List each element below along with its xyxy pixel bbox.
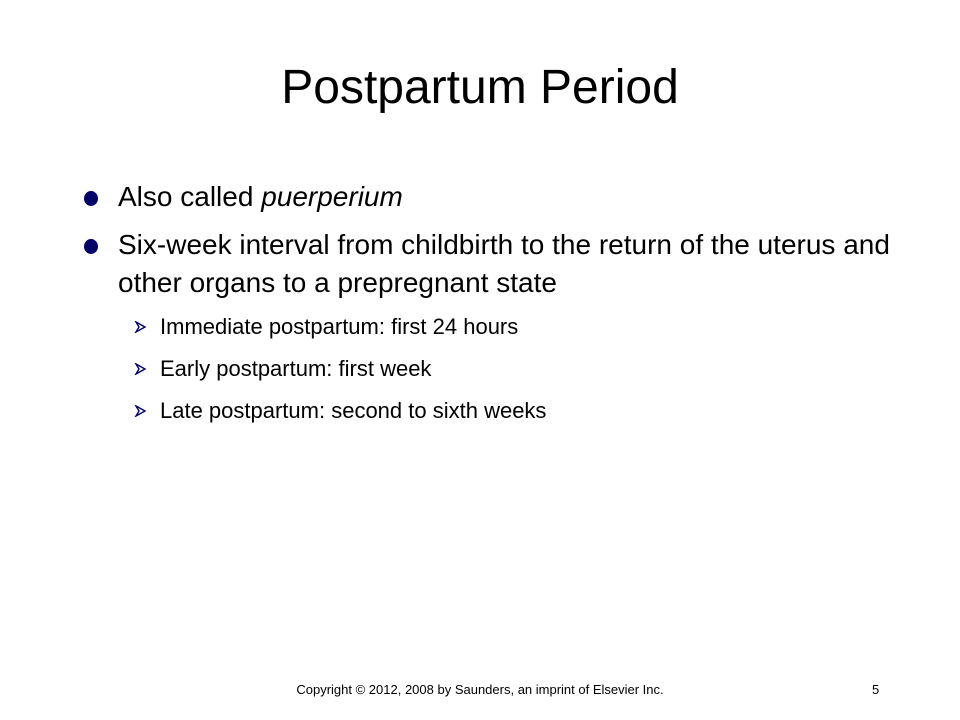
sub-bullet-item (78, 312, 898, 342)
bullet-text-italic: puerperium (261, 181, 403, 212)
arrowhead-bullet-icon (134, 405, 146, 417)
bullet-text: Also called (118, 181, 262, 212)
round-bullet-icon (84, 191, 98, 206)
copyright-notice: Copyright © 2012, 2008 by Saunders, an imprint of Elsevier Inc. (296, 682, 664, 697)
round-bullet-icon (84, 239, 98, 254)
sub-bullet-item (78, 354, 898, 384)
sub-bullet-item (78, 396, 898, 426)
sub-bullet-text: Late postpartum: second to sixth weeks (160, 398, 547, 423)
arrowhead-bullet-icon (134, 363, 146, 375)
page-number: 5 (872, 682, 880, 697)
arrowhead-bullet-icon (134, 321, 146, 333)
bullet-item (78, 178, 898, 216)
bullet-item (78, 226, 898, 302)
sub-bullet-text: Immediate postpartum: first 24 hours (160, 314, 519, 339)
sub-bullet-text: Early postpartum: first week (160, 356, 432, 381)
bullet-text: Six-week interval from childbirth to the return of the uterus and other organs to a prepregnant state (118, 229, 890, 298)
slide-title: Postpartum Period (281, 61, 679, 114)
bullet-list (78, 178, 898, 438)
